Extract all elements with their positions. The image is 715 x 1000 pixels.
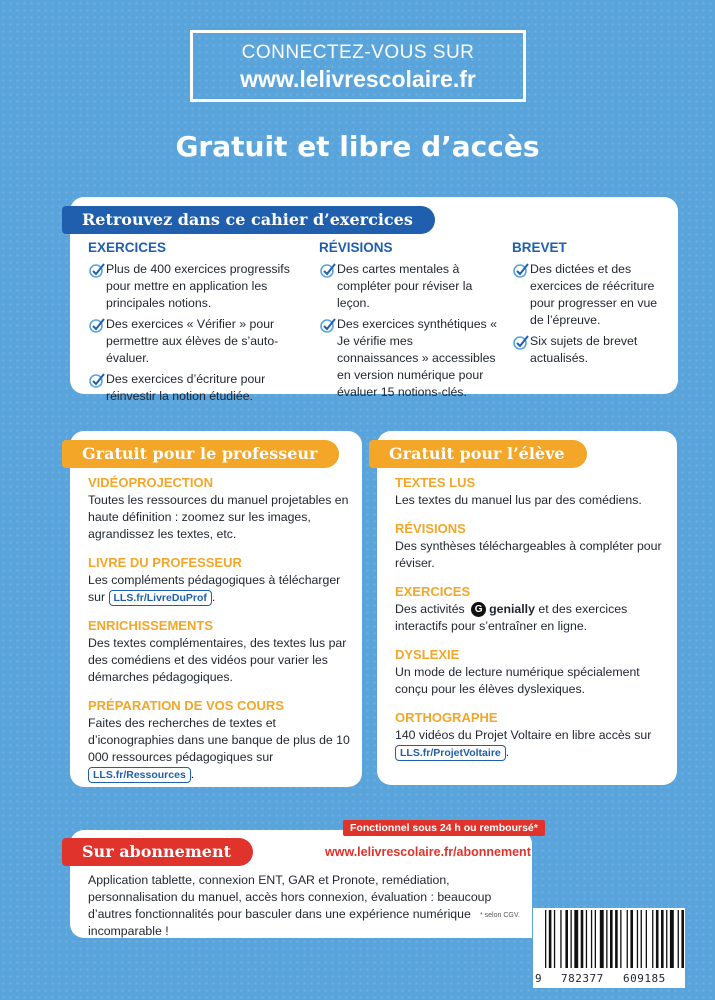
livre-du-prof-link[interactable]: LLS.fr/LivreDuProf bbox=[109, 590, 212, 606]
barcode-bar bbox=[615, 910, 618, 968]
check-icon bbox=[512, 334, 530, 350]
section-title: PRÉPARATION DE VOS COURS bbox=[88, 698, 284, 713]
column-title: EXERCICES bbox=[88, 240, 167, 255]
barcode-bar bbox=[571, 910, 572, 968]
column-title: BREVET bbox=[512, 240, 567, 255]
cahier-tab: Retrouvez dans ce cahier d’exercices bbox=[62, 206, 435, 234]
barcode-bar bbox=[595, 910, 596, 968]
section-title: LIVRE DU PROFESSEUR bbox=[88, 555, 242, 570]
barcode-bar bbox=[666, 910, 667, 968]
barcode-bar bbox=[600, 910, 604, 968]
list-item bbox=[319, 316, 497, 401]
check-icon bbox=[319, 317, 337, 333]
barcode-bar bbox=[554, 910, 555, 968]
connect-label: CONNECTEZ-VOUS SUR bbox=[241, 42, 475, 63]
list-item bbox=[512, 333, 662, 367]
cahier-column-exercices bbox=[88, 240, 310, 409]
barcode bbox=[533, 908, 685, 988]
barcode-digits-group1: 782377 bbox=[561, 972, 604, 985]
section-text-end: . bbox=[190, 767, 195, 781]
section-text bbox=[88, 572, 350, 606]
section-text-end: . bbox=[505, 745, 510, 759]
professeur-content bbox=[88, 475, 350, 795]
barcode-bar bbox=[681, 910, 684, 968]
barcode-digits-group2: 609185 bbox=[623, 972, 666, 985]
check-icon bbox=[512, 262, 530, 278]
item-text: Six sujets de brevet actualisés. bbox=[530, 334, 638, 365]
list-item bbox=[512, 261, 662, 329]
section-title: ORTHOGRAPHE bbox=[395, 710, 498, 725]
section-text bbox=[88, 715, 350, 783]
barcode-bar bbox=[641, 910, 642, 968]
barcode-bar bbox=[637, 910, 638, 968]
barcode-bar bbox=[565, 910, 568, 968]
connect-box bbox=[190, 30, 526, 102]
eleve-content bbox=[395, 475, 665, 773]
item-text: Des exercices synthétiques « Je vérifie mes connaissances » accessibles en version numérique pour évaluer 15 notions-clés. bbox=[337, 317, 497, 399]
barcode-bars bbox=[533, 910, 685, 972]
item-text: Plus de 400 exercices progressifs pour mettre en application les principales notions. bbox=[106, 262, 290, 310]
barcode-bar bbox=[610, 910, 613, 968]
check-icon bbox=[88, 317, 106, 333]
barcode-bar bbox=[678, 910, 679, 968]
ressources-link[interactable]: LLS.fr/Ressources bbox=[88, 767, 191, 783]
section-title: VIDÉOPROJECTION bbox=[88, 475, 213, 490]
section-title: RÉVISIONS bbox=[395, 521, 466, 536]
list-item bbox=[319, 261, 497, 312]
section-text-body: Des activités bbox=[395, 602, 465, 616]
section-text-end: . bbox=[211, 590, 216, 604]
section-text: Des synthèses téléchargeables à compléter pour réviser. bbox=[395, 539, 662, 570]
section-title: TEXTES LUS bbox=[395, 475, 476, 490]
genially-logo-icon: G bbox=[471, 602, 486, 617]
section-text-body: Les compléments pédagogiques à télécharger sur bbox=[88, 573, 341, 604]
section-text-body: Faites des recherches de textes et d’iconographies dans une banque de plus de 10 000 ressources pédagogiques sur bbox=[88, 716, 350, 764]
barcode-bar bbox=[545, 910, 546, 968]
barcode-bar bbox=[670, 910, 674, 968]
item-text: Des cartes mentales à compléter pour réviser la leçon. bbox=[337, 262, 473, 310]
barcode-bar bbox=[620, 910, 621, 968]
section-text bbox=[395, 601, 665, 635]
professeur-tab: Gratuit pour le professeur bbox=[62, 440, 339, 468]
list-item bbox=[88, 316, 310, 367]
website-url[interactable]: www.lelivrescolaire.fr bbox=[240, 66, 476, 92]
section-text bbox=[395, 727, 665, 761]
list-item bbox=[88, 261, 310, 312]
barcode-bar bbox=[606, 910, 607, 968]
section-title: ENRICHISSEMENTS bbox=[88, 618, 213, 633]
barcode-bar bbox=[591, 910, 592, 968]
projet-voltaire-link[interactable]: LLS.fr/ProjetVoltaire bbox=[395, 745, 506, 761]
barcode-digit-first: 9 bbox=[535, 972, 543, 985]
cahier-column-brevet bbox=[512, 240, 662, 371]
abonnement-url[interactable]: www.lelivrescolaire.fr/abonnement bbox=[325, 845, 531, 859]
section-text-end: et des exercices interactifs pour s’entraîner en ligne. bbox=[395, 602, 628, 633]
barcode-bar bbox=[581, 910, 584, 968]
check-icon bbox=[88, 372, 106, 388]
check-icon bbox=[319, 262, 337, 278]
section-title: EXERCICES bbox=[395, 584, 471, 599]
item-text: Des dictées et des exercices de réécriture pour progresser en vue de l’épreuve. bbox=[530, 262, 658, 327]
section-text: Toutes les ressources du manuel projetables en haute définition : zoomez sur les images, agrandissez les textes, etc. bbox=[88, 493, 349, 541]
check-icon bbox=[88, 262, 106, 278]
barcode-bar bbox=[630, 910, 633, 968]
barcode-bar bbox=[652, 910, 653, 968]
page-headline: Gratuit et libre d’accès bbox=[175, 130, 540, 163]
eleve-tab: Gratuit pour l’élève bbox=[369, 440, 587, 468]
abonnement-footnote: * selon CGV. bbox=[480, 912, 520, 919]
barcode-bar bbox=[574, 910, 578, 968]
barcode-bar bbox=[661, 910, 664, 968]
barcode-bar bbox=[646, 910, 647, 968]
column-title: RÉVISIONS bbox=[319, 240, 393, 255]
guarantee-badge: Fonctionnel sous 24 h ou remboursé* bbox=[343, 820, 545, 836]
barcode-bar bbox=[656, 910, 659, 968]
barcode-bar bbox=[586, 910, 587, 968]
abonnement-text: Application tablette, connexion ENT, GAR et Pronote, remédiation, personnalisation du manuel, accès hors connexion, évaluation : beaucoup d’autres fonctionnalités pour basculer dans une expérience numérique incomparable ! bbox=[88, 873, 492, 938]
barcode-bar bbox=[549, 910, 552, 968]
section-text: Des textes complémentaires, des textes lus par des comédiens et des vidéos pour varier les démarches pédagogiques. bbox=[88, 636, 347, 684]
cahier-column-revisions bbox=[319, 240, 497, 405]
barcode-bar bbox=[560, 910, 561, 968]
section-text-body: 140 vidéos du Projet Voltaire en libre accès sur bbox=[395, 728, 652, 742]
genially-brand: genially bbox=[489, 602, 535, 616]
item-text: Des exercices « Vérifier » pour permettre aux élèves de s’auto-évaluer. bbox=[106, 317, 279, 365]
list-item bbox=[88, 371, 310, 405]
section-text: Un mode de lecture numérique spécialement conçu pour les élèves dyslexiques. bbox=[395, 665, 640, 696]
abonnement-tab: Sur abonnement bbox=[62, 838, 253, 866]
section-title: DYSLEXIE bbox=[395, 647, 460, 662]
item-text: Des exercices d’écriture pour réinvestir la notion étudiée. bbox=[106, 372, 266, 403]
barcode-bar bbox=[627, 910, 628, 968]
section-text: Les textes du manuel lus par des comédiens. bbox=[395, 493, 642, 507]
